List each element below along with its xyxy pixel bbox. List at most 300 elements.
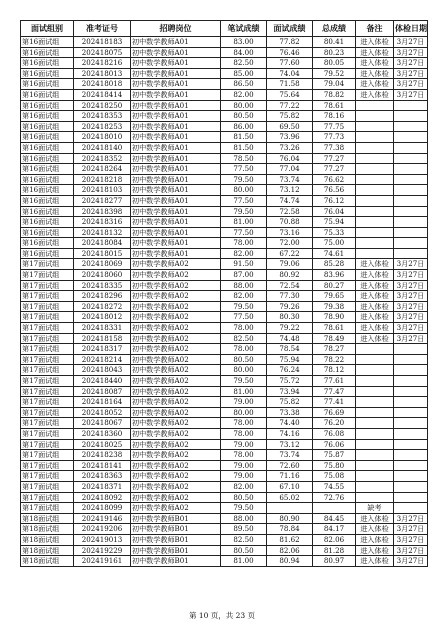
table-row bbox=[21, 206, 428, 217]
cell-post: 初中数学教师A02 bbox=[131, 259, 221, 270]
cell-remark bbox=[356, 164, 394, 175]
cell-post: 初中数学教师B01 bbox=[131, 513, 221, 524]
cell-exam-date: 3月27日 bbox=[394, 545, 428, 556]
cell-interview-score: 72.54 bbox=[267, 280, 313, 291]
cell-group: 第18面试组 bbox=[21, 534, 74, 545]
cell-interview-score: 74.04 bbox=[267, 68, 313, 79]
cell-interview-score: 78.54 bbox=[267, 344, 313, 355]
cell-interview-score: 74.16 bbox=[267, 428, 313, 439]
cell-remark bbox=[356, 460, 394, 471]
table-row bbox=[21, 291, 428, 302]
cell-post: 初中数学教师A02 bbox=[131, 481, 221, 492]
cell-exam-date: 3月27日 bbox=[394, 513, 428, 524]
cell-total-score: 76.04 bbox=[313, 206, 356, 217]
cell-exam-date: 3月27日 bbox=[394, 534, 428, 545]
table-row bbox=[21, 386, 428, 397]
cell-exam-date: 3月27日 bbox=[394, 79, 428, 90]
cell-exam-date bbox=[394, 386, 428, 397]
cell-remark bbox=[356, 111, 394, 122]
cell-exam-date bbox=[394, 142, 428, 153]
cell-exam-date bbox=[394, 418, 428, 429]
cell-group: 第17面试组 bbox=[21, 407, 74, 418]
cell-written-score: 78.00 bbox=[221, 323, 267, 334]
cell-exam-date: 3月27日 bbox=[394, 47, 428, 58]
cell-exam-date bbox=[394, 354, 428, 365]
cell-total-score: 77.75 bbox=[313, 121, 356, 132]
cell-remark: 进入体检 bbox=[356, 312, 394, 323]
cell-written-score: 79.50 bbox=[221, 206, 267, 217]
cell-remark bbox=[356, 121, 394, 132]
cell-exam-id: 202418214 bbox=[74, 354, 131, 365]
cell-written-score: 89.50 bbox=[221, 524, 267, 535]
cell-remark bbox=[356, 492, 394, 503]
cell-remark: 进入体检 bbox=[356, 524, 394, 535]
cell-written-score: 81.00 bbox=[221, 556, 267, 567]
cell-remark: 进入体检 bbox=[356, 545, 394, 556]
cell-post: 初中数学教师A01 bbox=[131, 47, 221, 58]
cell-group: 第16面试组 bbox=[21, 68, 74, 79]
cell-post: 初中数学教师A02 bbox=[131, 365, 221, 376]
cell-total-score: 78.82 bbox=[313, 89, 356, 100]
table-body bbox=[21, 37, 428, 567]
cell-written-score: 79.00 bbox=[221, 471, 267, 482]
table-row bbox=[21, 376, 428, 387]
cell-written-score: 79.50 bbox=[221, 301, 267, 312]
cell-group: 第17面试组 bbox=[21, 418, 74, 429]
cell-post: 初中数学教师B01 bbox=[131, 545, 221, 556]
cell-interview-score: 75.64 bbox=[267, 89, 313, 100]
cell-remark: 缺考 bbox=[356, 503, 394, 514]
cell-exam-date bbox=[394, 206, 428, 217]
cell-total-score: 84.17 bbox=[313, 524, 356, 535]
cell-interview-score: 77.04 bbox=[267, 164, 313, 175]
cell-exam-id: 202418218 bbox=[74, 174, 131, 185]
cell-post: 初中数学教师A02 bbox=[131, 301, 221, 312]
cell-exam-date: 3月27日 bbox=[394, 270, 428, 281]
cell-interview-score: 80.30 bbox=[267, 312, 313, 323]
cell-total-score: 77.61 bbox=[313, 376, 356, 387]
cell-exam-date: 3月27日 bbox=[394, 37, 428, 48]
cell-group: 第17面试组 bbox=[21, 460, 74, 471]
cell-exam-date bbox=[394, 481, 428, 492]
cell-exam-id: 202418398 bbox=[74, 206, 131, 217]
cell-exam-id: 202418140 bbox=[74, 142, 131, 153]
cell-remark bbox=[356, 132, 394, 143]
cell-written-score: 86.00 bbox=[221, 121, 267, 132]
cell-exam-date bbox=[394, 238, 428, 249]
table-row bbox=[21, 323, 428, 334]
table-row bbox=[21, 407, 428, 418]
cell-interview-score: 77.30 bbox=[267, 291, 313, 302]
cell-total-score: 81.28 bbox=[313, 545, 356, 556]
cell-interview-score: 67.22 bbox=[267, 248, 313, 259]
cell-group: 第16面试组 bbox=[21, 100, 74, 111]
cell-total-score: 84.45 bbox=[313, 513, 356, 524]
cell-total-score: 72.76 bbox=[313, 492, 356, 503]
cell-written-score: 78.00 bbox=[221, 238, 267, 249]
cell-total-score: 77.41 bbox=[313, 397, 356, 408]
table-row bbox=[21, 79, 428, 90]
cell-group: 第16面试组 bbox=[21, 142, 74, 153]
cell-remark bbox=[356, 195, 394, 206]
cell-exam-date: 3月27日 bbox=[394, 333, 428, 344]
table-row bbox=[21, 195, 428, 206]
cell-written-score: 80.00 bbox=[221, 185, 267, 196]
cell-written-score: 82.50 bbox=[221, 58, 267, 69]
cell-written-score: 82.50 bbox=[221, 333, 267, 344]
cell-total-score: 82.06 bbox=[313, 534, 356, 545]
cell-exam-date bbox=[394, 376, 428, 387]
cell-post: 初中数学教师A02 bbox=[131, 460, 221, 471]
cell-total-score: 76.12 bbox=[313, 195, 356, 206]
cell-remark bbox=[356, 344, 394, 355]
cell-exam-date bbox=[394, 195, 428, 206]
cell-post: 初中数学教师A02 bbox=[131, 492, 221, 503]
cell-total-score: 79.65 bbox=[313, 291, 356, 302]
cell-total-score: 77.27 bbox=[313, 164, 356, 175]
cell-group: 第17面试组 bbox=[21, 354, 74, 365]
cell-written-score: 86.50 bbox=[221, 79, 267, 90]
cell-interview-score: 73.96 bbox=[267, 132, 313, 143]
cell-remark bbox=[356, 386, 394, 397]
cell-total-score: 85.28 bbox=[313, 259, 356, 270]
cell-remark bbox=[356, 450, 394, 461]
cell-post: 初中数学教师A02 bbox=[131, 312, 221, 323]
table-row bbox=[21, 428, 428, 439]
cell-remark: 进入体检 bbox=[356, 534, 394, 545]
cell-exam-id: 202418013 bbox=[74, 68, 131, 79]
cell-post: 初中数学教师B01 bbox=[131, 534, 221, 545]
cell-remark bbox=[356, 397, 394, 408]
cell-written-score: 85.00 bbox=[221, 68, 267, 79]
cell-interview-score: 76.04 bbox=[267, 153, 313, 164]
table-row bbox=[21, 354, 428, 365]
cell-total-score: 76.56 bbox=[313, 185, 356, 196]
cell-remark bbox=[356, 407, 394, 418]
cell-remark: 进入体检 bbox=[356, 323, 394, 334]
cell-post: 初中数学教师A02 bbox=[131, 344, 221, 355]
table-row bbox=[21, 418, 428, 429]
cell-post: 初中数学教师A02 bbox=[131, 323, 221, 334]
cell-group: 第17面试组 bbox=[21, 344, 74, 355]
cell-exam-date bbox=[394, 111, 428, 122]
cell-post: 初中数学教师A02 bbox=[131, 386, 221, 397]
cell-exam-id: 202418158 bbox=[74, 333, 131, 344]
cell-exam-date bbox=[394, 185, 428, 196]
cell-exam-date: 3月27日 bbox=[394, 301, 428, 312]
cell-interview-score: 73.12 bbox=[267, 185, 313, 196]
cell-remark bbox=[356, 174, 394, 185]
cell-post: 初中数学教师A02 bbox=[131, 291, 221, 302]
table-row bbox=[21, 280, 428, 291]
cell-interview-score: 77.82 bbox=[267, 37, 313, 48]
cell-exam-date bbox=[394, 397, 428, 408]
cell-exam-date bbox=[394, 132, 428, 143]
table-header-row bbox=[21, 21, 428, 37]
cell-group: 第18面试组 bbox=[21, 545, 74, 556]
cell-interview-score: 79.22 bbox=[267, 323, 313, 334]
cell-post: 初中数学教师A01 bbox=[131, 132, 221, 143]
cell-written-score: 80.50 bbox=[221, 545, 267, 556]
cell-exam-date: 3月27日 bbox=[394, 68, 428, 79]
cell-group: 第16面试组 bbox=[21, 185, 74, 196]
cell-post: 初中数学教师A02 bbox=[131, 270, 221, 281]
cell-exam-date bbox=[394, 217, 428, 228]
cell-group: 第17面试组 bbox=[21, 481, 74, 492]
table-row bbox=[21, 153, 428, 164]
cell-written-score: 80.50 bbox=[221, 354, 267, 365]
cell-written-score: 77.50 bbox=[221, 195, 267, 206]
cell-post: 初中数学教师A01 bbox=[131, 89, 221, 100]
cell-post: 初中数学教师A01 bbox=[131, 111, 221, 122]
cell-remark bbox=[356, 206, 394, 217]
cell-group: 第17面试组 bbox=[21, 386, 74, 397]
cell-post: 初中数学教师B01 bbox=[131, 556, 221, 567]
cell-total-score: 78.61 bbox=[313, 100, 356, 111]
cell-total-score: 79.04 bbox=[313, 79, 356, 90]
cell-interview-score: 73.26 bbox=[267, 142, 313, 153]
cell-group: 第17面试组 bbox=[21, 291, 74, 302]
table-row bbox=[21, 227, 428, 238]
cell-written-score: 82.50 bbox=[221, 534, 267, 545]
cell-remark: 进入体检 bbox=[356, 58, 394, 69]
cell-post: 初中数学教师A01 bbox=[131, 142, 221, 153]
cell-remark: 进入体检 bbox=[356, 301, 394, 312]
cell-interview-score: 76.46 bbox=[267, 47, 313, 58]
cell-remark: 进入体检 bbox=[356, 79, 394, 90]
cell-total-score: 78.49 bbox=[313, 333, 356, 344]
cell-exam-date bbox=[394, 227, 428, 238]
cell-group: 第17面试组 bbox=[21, 280, 74, 291]
cell-exam-date bbox=[394, 121, 428, 132]
cell-exam-id: 202418012 bbox=[74, 312, 131, 323]
table-row bbox=[21, 174, 428, 185]
cell-total-score: 77.73 bbox=[313, 132, 356, 143]
table-row bbox=[21, 47, 428, 58]
cell-interview-score: 67.10 bbox=[267, 481, 313, 492]
cell-interview-score: 73.12 bbox=[267, 439, 313, 450]
header-post: 招聘岗位 bbox=[131, 21, 221, 37]
cell-post: 初中数学教师A02 bbox=[131, 354, 221, 365]
cell-written-score: 79.50 bbox=[221, 376, 267, 387]
page-footer: 第 10 页，共 23 页 bbox=[188, 611, 256, 620]
cell-exam-id: 202418084 bbox=[74, 238, 131, 249]
cell-written-score: 88.00 bbox=[221, 513, 267, 524]
cell-group: 第17面试组 bbox=[21, 428, 74, 439]
cell-interview-score: 73.94 bbox=[267, 386, 313, 397]
cell-exam-id: 202418353 bbox=[74, 111, 131, 122]
cell-written-score: 79.50 bbox=[221, 174, 267, 185]
cell-written-score: 83.00 bbox=[221, 37, 267, 48]
cell-exam-date bbox=[394, 164, 428, 175]
table-row bbox=[21, 132, 428, 143]
cell-interview-score: 71.58 bbox=[267, 79, 313, 90]
cell-remark bbox=[356, 227, 394, 238]
cell-interview-score: 75.82 bbox=[267, 397, 313, 408]
cell-exam-id: 202418087 bbox=[74, 386, 131, 397]
cell-interview-score: 77.60 bbox=[267, 58, 313, 69]
header-exam-id: 准考证号 bbox=[74, 21, 131, 37]
cell-exam-id: 202418141 bbox=[74, 460, 131, 471]
cell-interview-score: 73.16 bbox=[267, 227, 313, 238]
cell-total-score: 75.00 bbox=[313, 238, 356, 249]
cell-exam-id: 202419161 bbox=[74, 556, 131, 567]
cell-remark bbox=[356, 248, 394, 259]
cell-remark bbox=[356, 153, 394, 164]
cell-exam-id: 202418277 bbox=[74, 195, 131, 206]
cell-written-score: 81.00 bbox=[221, 217, 267, 228]
table-row bbox=[21, 89, 428, 100]
cell-total-score: 80.97 bbox=[313, 556, 356, 567]
cell-post: 初中数学教师A02 bbox=[131, 428, 221, 439]
cell-remark bbox=[356, 376, 394, 387]
cell-group: 第16面试组 bbox=[21, 89, 74, 100]
cell-exam-id: 202418043 bbox=[74, 365, 131, 376]
cell-written-score: 91.50 bbox=[221, 259, 267, 270]
cell-interview-score: 74.48 bbox=[267, 333, 313, 344]
cell-written-score: 80.00 bbox=[221, 407, 267, 418]
cell-interview-score: 75.82 bbox=[267, 111, 313, 122]
cell-post: 初中数学教师A02 bbox=[131, 471, 221, 482]
cell-remark bbox=[356, 428, 394, 439]
cell-exam-id: 202418264 bbox=[74, 164, 131, 175]
header-total-score: 总成绩 bbox=[313, 21, 356, 37]
cell-total-score: 77.27 bbox=[313, 153, 356, 164]
cell-post: 初中数学教师A02 bbox=[131, 333, 221, 344]
cell-total-score: 76.08 bbox=[313, 428, 356, 439]
cell-post: 初中数学教师A01 bbox=[131, 58, 221, 69]
cell-interview-score: 72.00 bbox=[267, 238, 313, 249]
cell-group: 第16面试组 bbox=[21, 79, 74, 90]
cell-exam-id: 202418363 bbox=[74, 471, 131, 482]
cell-written-score: 79.00 bbox=[221, 439, 267, 450]
cell-exam-date: 3月27日 bbox=[394, 524, 428, 535]
header-exam-date: 体检日期 bbox=[394, 21, 428, 37]
cell-written-score: 80.50 bbox=[221, 492, 267, 503]
cell-written-score: 80.00 bbox=[221, 365, 267, 376]
cell-post: 初中数学教师A01 bbox=[131, 79, 221, 90]
cell-group: 第17面试组 bbox=[21, 450, 74, 461]
cell-group: 第17面试组 bbox=[21, 397, 74, 408]
cell-written-score: 88.00 bbox=[221, 280, 267, 291]
cell-exam-id: 202418183 bbox=[74, 37, 131, 48]
header-group: 面试组别 bbox=[21, 21, 74, 37]
cell-remark: 进入体检 bbox=[356, 89, 394, 100]
cell-group: 第16面试组 bbox=[21, 47, 74, 58]
cell-remark bbox=[356, 100, 394, 111]
cell-total-score: 75.08 bbox=[313, 471, 356, 482]
cell-total-score bbox=[313, 503, 356, 514]
cell-total-score: 77.47 bbox=[313, 386, 356, 397]
cell-written-score: 78.00 bbox=[221, 450, 267, 461]
cell-post: 初中数学教师B01 bbox=[131, 524, 221, 535]
table-row bbox=[21, 312, 428, 323]
table-row bbox=[21, 556, 428, 567]
cell-exam-date: 3月27日 bbox=[394, 58, 428, 69]
table-row bbox=[21, 524, 428, 535]
table-row bbox=[21, 450, 428, 461]
table-row bbox=[21, 471, 428, 482]
cell-remark bbox=[356, 471, 394, 482]
cell-written-score: 77.50 bbox=[221, 164, 267, 175]
cell-interview-score: 82.06 bbox=[267, 545, 313, 556]
cell-interview-score: 72.58 bbox=[267, 206, 313, 217]
cell-written-score: 78.00 bbox=[221, 344, 267, 355]
cell-interview-score: 73.74 bbox=[267, 450, 313, 461]
cell-total-score: 76.69 bbox=[313, 407, 356, 418]
cell-group: 第17面试组 bbox=[21, 492, 74, 503]
table-row bbox=[21, 534, 428, 545]
cell-interview-score: 79.06 bbox=[267, 259, 313, 270]
cell-interview-score: 75.94 bbox=[267, 354, 313, 365]
cell-exam-id: 202418352 bbox=[74, 153, 131, 164]
table-row bbox=[21, 248, 428, 259]
cell-group: 第17面试组 bbox=[21, 259, 74, 270]
cell-exam-id: 202418067 bbox=[74, 418, 131, 429]
cell-post: 初中数学教师A02 bbox=[131, 280, 221, 291]
cell-exam-id: 202418250 bbox=[74, 100, 131, 111]
cell-exam-id: 202419146 bbox=[74, 513, 131, 524]
cell-group: 第16面试组 bbox=[21, 132, 74, 143]
cell-exam-id: 202418331 bbox=[74, 323, 131, 334]
cell-group: 第16面试组 bbox=[21, 174, 74, 185]
table-row bbox=[21, 492, 428, 503]
cell-total-score: 78.22 bbox=[313, 354, 356, 365]
cell-exam-date bbox=[394, 365, 428, 376]
cell-interview-score: 73.74 bbox=[267, 174, 313, 185]
cell-total-score: 78.27 bbox=[313, 344, 356, 355]
cell-post: 初中数学教师A02 bbox=[131, 439, 221, 450]
cell-group: 第16面试组 bbox=[21, 195, 74, 206]
cell-written-score: 82.00 bbox=[221, 89, 267, 100]
cell-post: 初中数学教师A02 bbox=[131, 397, 221, 408]
cell-total-score: 83.96 bbox=[313, 270, 356, 281]
cell-interview-score: 74.40 bbox=[267, 418, 313, 429]
cell-remark: 进入体检 bbox=[356, 333, 394, 344]
cell-written-score: 82.00 bbox=[221, 291, 267, 302]
cell-remark: 进入体检 bbox=[356, 37, 394, 48]
cell-total-score: 75.33 bbox=[313, 227, 356, 238]
cell-exam-id: 202418010 bbox=[74, 132, 131, 143]
cell-remark bbox=[356, 217, 394, 228]
cell-exam-date bbox=[394, 450, 428, 461]
header-written-score: 笔试成绩 bbox=[221, 21, 267, 37]
cell-exam-id: 202419229 bbox=[74, 545, 131, 556]
cell-written-score: 80.50 bbox=[221, 111, 267, 122]
cell-written-score: 87.00 bbox=[221, 270, 267, 281]
cell-remark bbox=[356, 185, 394, 196]
cell-written-score: 78.00 bbox=[221, 428, 267, 439]
cell-post: 初中数学教师A01 bbox=[131, 174, 221, 185]
table-row bbox=[21, 217, 428, 228]
cell-exam-id: 202418371 bbox=[74, 481, 131, 492]
cell-interview-score: 80.92 bbox=[267, 270, 313, 281]
cell-written-score: 79.50 bbox=[221, 503, 267, 514]
table-row bbox=[21, 397, 428, 408]
cell-total-score: 80.05 bbox=[313, 58, 356, 69]
cell-post: 初中数学教师A01 bbox=[131, 37, 221, 48]
cell-exam-id: 202418216 bbox=[74, 58, 131, 69]
cell-exam-date: 3月27日 bbox=[394, 259, 428, 270]
table-row bbox=[21, 344, 428, 355]
cell-group: 第16面试组 bbox=[21, 58, 74, 69]
cell-interview-score: 69.50 bbox=[267, 121, 313, 132]
cell-group: 第16面试组 bbox=[21, 206, 74, 217]
cell-total-score: 77.38 bbox=[313, 142, 356, 153]
cell-exam-date bbox=[394, 248, 428, 259]
cell-post: 初中数学教师A01 bbox=[131, 121, 221, 132]
cell-group: 第17面试组 bbox=[21, 376, 74, 387]
